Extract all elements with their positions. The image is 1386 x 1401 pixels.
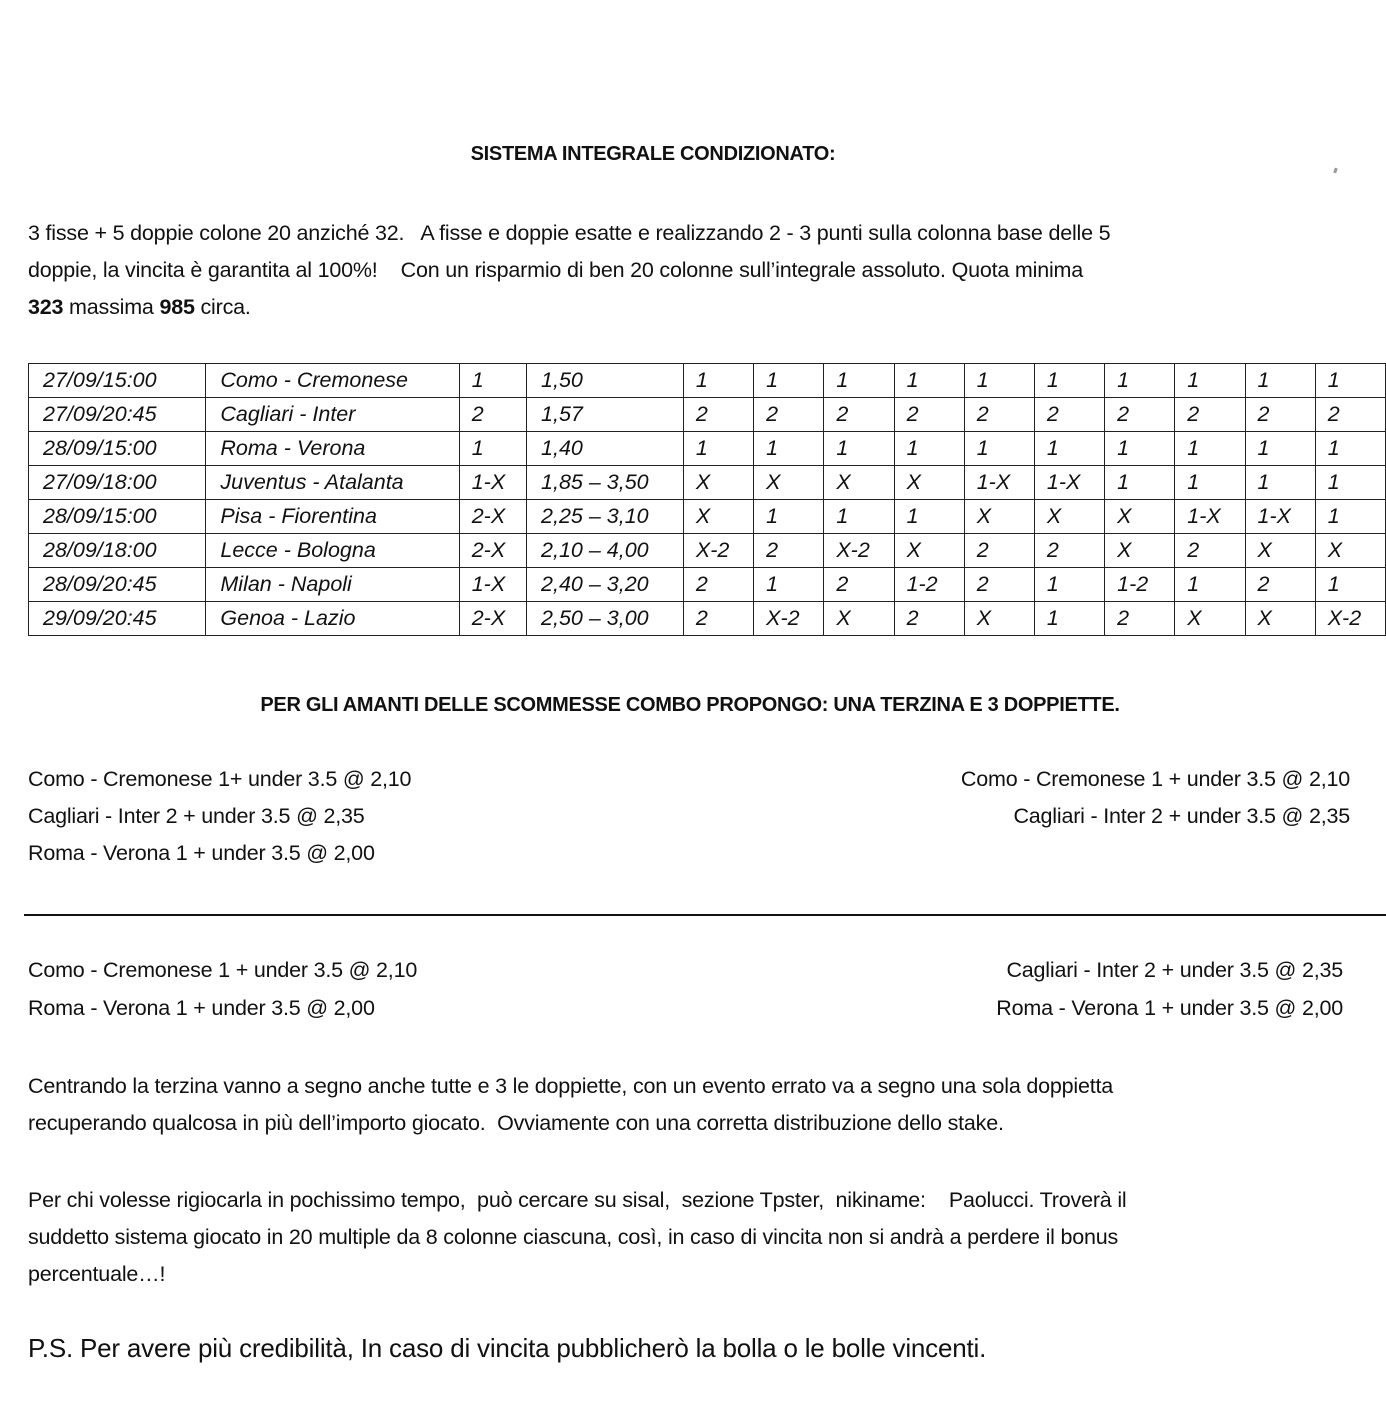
column-cell: 1 <box>1245 432 1315 466</box>
doppietta-1-line-1: Como - Cremonese 1 + under 3.5 @ 2,10 <box>960 767 1350 791</box>
terzina-line-1: Como - Cremonese 1+ under 3.5 @ 2,10 <box>28 767 412 791</box>
column-cell: 1 <box>824 432 894 466</box>
column-cell: 1 <box>1105 432 1175 466</box>
column-cell: 2 <box>683 602 753 636</box>
column-cell: X-2 <box>1315 602 1385 636</box>
match-odds: 1,85 – 3,50 <box>527 466 684 500</box>
column-cell: X-2 <box>754 602 824 636</box>
column-cell: 1 <box>754 432 824 466</box>
column-cell: 1 <box>1175 364 1245 398</box>
column-cell: X-2 <box>683 534 753 568</box>
table-row <box>29 534 1386 568</box>
column-cell: 2 <box>754 534 824 568</box>
match-odds: 2,40 – 3,20 <box>527 568 684 602</box>
column-cell: 1 <box>754 500 824 534</box>
column-cell: X <box>754 466 824 500</box>
match-datetime: 27/09/20:45 <box>29 398 206 432</box>
intro-line-3: 323 massima 985 circa. <box>28 295 251 319</box>
column-cell: 2 <box>1315 398 1385 432</box>
column-cell: X <box>964 602 1034 636</box>
column-cell: 1 <box>1034 602 1104 636</box>
explanation-line-1: Centrando la terzina vanno a segno anche tutte e 3 le doppiette, con un evento errato va a segno una sola doppietta <box>28 1074 1114 1098</box>
column-cell: 1 <box>1175 432 1245 466</box>
column-cell: 1 <box>1315 364 1385 398</box>
match-odds: 1,57 <box>527 398 684 432</box>
column-cell: 2 <box>754 398 824 432</box>
explanation-paragraph <box>28 1068 1368 1142</box>
replay-line-3: percentuale…! <box>28 1262 166 1286</box>
column-cell: 1 <box>824 364 894 398</box>
column-cell: 2 <box>1034 398 1104 432</box>
doppietta-3-line-2: Roma - Verona 1 + under 3.5 @ 2,00 <box>996 996 1343 1020</box>
column-cell: 1 <box>824 500 894 534</box>
terzina-line-3: Roma - Verona 1 + under 3.5 @ 2,00 <box>28 841 375 865</box>
table-row <box>29 432 1386 466</box>
column-cell: X <box>1245 602 1315 636</box>
table-row <box>29 398 1386 432</box>
match-name: Milan - Napoli <box>206 568 459 602</box>
doppietta-1-line-2: Cagliari - Inter 2 + under 3.5 @ 2,35 <box>1013 804 1350 828</box>
column-cell: 1-2 <box>1105 568 1175 602</box>
column-cell: X <box>824 466 894 500</box>
match-odds: 1,50 <box>527 364 684 398</box>
match-sign: 1 <box>459 432 526 466</box>
postscript: P.S. Per avere più credibilità, In caso di vincita pubblicherò la bolla o le bolle vincenti. <box>28 1333 987 1363</box>
column-cell: X <box>824 602 894 636</box>
match-sign: 2-X <box>459 602 526 636</box>
column-cell: 1 <box>1315 466 1385 500</box>
table-row <box>29 500 1386 534</box>
column-cell: 1 <box>1105 466 1175 500</box>
terzina-line-2: Cagliari - Inter 2 + under 3.5 @ 2,35 <box>28 804 365 828</box>
column-cell: 1 <box>1315 568 1385 602</box>
column-cell: 2 <box>1175 534 1245 568</box>
match-odds: 2,50 – 3,00 <box>527 602 684 636</box>
match-name: Juventus - Atalanta <box>206 466 459 500</box>
column-cell: 1 <box>894 500 964 534</box>
column-cell: 2 <box>824 568 894 602</box>
column-cell: 1 <box>683 364 753 398</box>
match-sign: 1-X <box>459 466 526 500</box>
column-cell: 1-X <box>1245 500 1315 534</box>
column-cell: 2 <box>683 568 753 602</box>
doppietta-2-line-1: Como - Cremonese 1 + under 3.5 @ 2,10 <box>28 958 418 982</box>
match-sign: 2-X <box>459 500 526 534</box>
column-cell: 2 <box>894 602 964 636</box>
match-datetime: 28/09/15:00 <box>29 432 206 466</box>
column-cell: 2 <box>894 398 964 432</box>
column-cell: 1-2 <box>894 568 964 602</box>
column-cell: 2 <box>1175 398 1245 432</box>
document-title: SISTEMA INTEGRALE CONDIZIONATO: <box>470 143 836 165</box>
column-cell: 2 <box>964 568 1034 602</box>
column-cell: 1 <box>1245 466 1315 500</box>
column-cell: X <box>894 466 964 500</box>
section-divider <box>24 914 1386 916</box>
column-cell: 1 <box>894 432 964 466</box>
column-cell: 2 <box>1245 568 1315 602</box>
column-cell: 1-X <box>1175 500 1245 534</box>
column-cell: 1 <box>1105 364 1175 398</box>
replay-line-1: Per chi volesse rigiocarla in pochissimo tempo, può cercare su sisal, sezione Tpster, nikiname: Paolucci. Troverà il <box>28 1188 1127 1212</box>
column-cell: 1 <box>1034 568 1104 602</box>
match-odds: 2,25 – 3,10 <box>527 500 684 534</box>
column-cell: 1 <box>1034 364 1104 398</box>
doppietta-3-line-1: Cagliari - Inter 2 + under 3.5 @ 2,35 <box>1006 958 1343 982</box>
system-table <box>28 363 1386 636</box>
match-datetime: 28/09/18:00 <box>29 534 206 568</box>
column-cell: X <box>1105 534 1175 568</box>
match-odds: 1,40 <box>527 432 684 466</box>
column-cell: 2 <box>683 398 753 432</box>
intro-paragraph <box>28 215 1358 326</box>
column-cell: X <box>1175 602 1245 636</box>
column-cell: X <box>1105 500 1175 534</box>
column-cell: 2 <box>1034 534 1104 568</box>
column-cell: X <box>683 466 753 500</box>
column-cell: 1 <box>683 432 753 466</box>
column-cell: X-2 <box>824 534 894 568</box>
match-datetime: 29/09/20:45 <box>29 602 206 636</box>
scan-speck <box>1333 168 1338 174</box>
column-cell: 1 <box>1175 568 1245 602</box>
match-datetime: 27/09/15:00 <box>29 364 206 398</box>
column-cell: 1-X <box>964 466 1034 500</box>
match-sign: 2-X <box>459 534 526 568</box>
column-cell: X <box>1315 534 1385 568</box>
column-cell: 1 <box>1175 466 1245 500</box>
column-cell: 2 <box>1105 398 1175 432</box>
column-cell: 2 <box>1105 602 1175 636</box>
column-cell: 1 <box>754 568 824 602</box>
match-name: Como - Cremonese <box>206 364 459 398</box>
match-sign: 1 <box>459 364 526 398</box>
column-cell: X <box>964 500 1034 534</box>
column-cell: 2 <box>964 398 1034 432</box>
match-name: Pisa - Fiorentina <box>206 500 459 534</box>
quota-max: 985 <box>159 295 195 319</box>
replay-line-2: suddetto sistema giocato in 20 multiple da 8 colonne ciascuna, così, in caso di vincita non si andrà a perdere il bonus <box>28 1225 1119 1249</box>
intro-line-2: doppie, la vincita è garantita al 100%! Con un risparmio di ben 20 colonne sull’integrale assoluto. Quota minima <box>28 258 1084 282</box>
column-cell: 1 <box>1315 432 1385 466</box>
table-row <box>29 364 1386 398</box>
doppietta-2-line-2: Roma - Verona 1 + under 3.5 @ 2,00 <box>28 996 375 1020</box>
column-cell: 1 <box>894 364 964 398</box>
match-sign: 2 <box>459 398 526 432</box>
match-datetime: 28/09/15:00 <box>29 500 206 534</box>
column-cell: 1 <box>754 364 824 398</box>
column-cell: X <box>894 534 964 568</box>
table-row <box>29 466 1386 500</box>
table-row <box>29 602 1386 636</box>
column-cell: X <box>1245 534 1315 568</box>
quota-min: 323 <box>28 295 64 319</box>
column-cell: X <box>1034 500 1104 534</box>
column-cell: 1 <box>964 364 1034 398</box>
match-odds: 2,10 – 4,00 <box>527 534 684 568</box>
match-name: Lecce - Bologna <box>206 534 459 568</box>
match-name: Genoa - Lazio <box>206 602 459 636</box>
column-cell: 1-X <box>1034 466 1104 500</box>
replay-paragraph <box>28 1182 1368 1293</box>
column-cell: 1 <box>1245 364 1315 398</box>
table-row <box>29 568 1386 602</box>
match-name: Roma - Verona <box>206 432 459 466</box>
explanation-line-2: recuperando qualcosa in più dell’importo giocato. Ovviamente con una corretta distribuzione dello stake. <box>28 1111 1004 1135</box>
combo-title: PER GLI AMANTI DELLE SCOMMESSE COMBO PROPONGO: UNA TERZINA E 3 DOPPIETTE. <box>260 694 1120 716</box>
column-cell: 1 <box>1315 500 1385 534</box>
match-name: Cagliari - Inter <box>206 398 459 432</box>
match-sign: 1-X <box>459 568 526 602</box>
match-datetime: 28/09/20:45 <box>29 568 206 602</box>
column-cell: 2 <box>964 534 1034 568</box>
column-cell: X <box>683 500 753 534</box>
match-datetime: 27/09/18:00 <box>29 466 206 500</box>
column-cell: 2 <box>824 398 894 432</box>
column-cell: 1 <box>1034 432 1104 466</box>
column-cell: 2 <box>1245 398 1315 432</box>
intro-line-1: 3 fisse + 5 doppie colone 20 anziché 32. A fisse e doppie esatte e realizzando 2 - 3 punti sulla colonna base delle 5 <box>28 221 1111 245</box>
column-cell: 1 <box>964 432 1034 466</box>
